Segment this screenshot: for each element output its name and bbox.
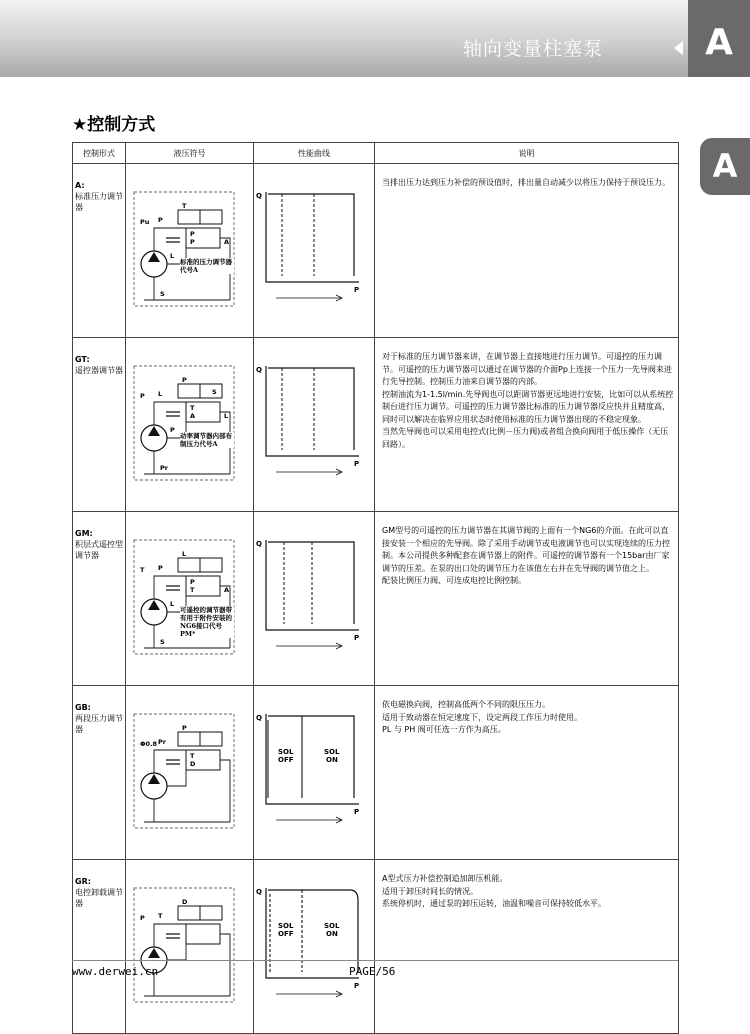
pressure-arrow-icon (276, 991, 342, 997)
table-header-row (73, 143, 679, 164)
valve-block-icon (200, 210, 222, 224)
symbol-port-label: P (158, 564, 163, 572)
y-axis-label: Q (256, 888, 262, 896)
sol-off-label: SOL (278, 748, 294, 756)
pressure-arrow-icon (276, 643, 342, 649)
curve-axes (266, 192, 359, 282)
hydraulic-schematic (126, 860, 254, 1017)
x-axis-label: P (354, 460, 360, 468)
y-axis-label: Q (256, 714, 262, 722)
performance-curve (254, 686, 375, 843)
hydraulic-symbol-cell (126, 164, 254, 338)
description-paragraph: GM型号的可遥控的压力调节器在其调节阀的上面有一个NG6的介面。在此可以直接安装一个相应的先导阀。除了采用手动调节或电液调节也可以实现连续的压力控制。本公司提供多种配套在调节器上的附件。可遥控的调节器有一个15bar由厂家调节的压差。在泵的出口处的调节压力在该值左右并在先导阀的调节值之上。 (382, 526, 670, 573)
hydraulic-symbol-cell (126, 860, 254, 1034)
symbol-port-label: P (140, 392, 145, 400)
description-paragraph: 对于标准的压力调节器来讲，在调节器上直接地进行压力调节。可遥控的压力调节。可遥控的压力调节器可以通过在调节器的介面Pp上连接一个压力一先导阀来进行先导控制。控制压力油来自调节器的内部。 (382, 352, 672, 386)
control-mode-cell (73, 860, 126, 1034)
pump-triangle-icon (148, 774, 160, 784)
symbol-port-label: L (182, 550, 187, 558)
mode-code: GB: (75, 703, 91, 712)
pump-triangle-icon (148, 948, 160, 958)
flow-curve (268, 368, 354, 450)
section-title: ★控制方式 (72, 115, 156, 135)
sol-on-label: SOL (324, 922, 340, 930)
hydraulic-schematic (126, 686, 254, 843)
description-paragraph: A型式压力补偿控制追加卸压机能。 (382, 874, 508, 883)
y-axis-label: Q (256, 192, 262, 200)
performance-curve (254, 164, 375, 321)
valve-block-icon (178, 384, 200, 398)
sol-on-label: ON (326, 930, 338, 938)
control-mode-cell (73, 686, 126, 860)
symbol-port-label: L (158, 390, 163, 398)
header-band (0, 0, 688, 77)
y-axis-label: Q (256, 366, 262, 374)
y-axis-label: Q (256, 540, 262, 548)
piston-icon (166, 412, 180, 416)
column-header-symbol: 液压符号 (126, 143, 254, 164)
description-cell (375, 512, 679, 686)
symbol-port-label: T (140, 566, 145, 574)
symbol-port-label: D (190, 760, 196, 768)
hydraulic-symbol-cell (126, 686, 254, 860)
mode-code: GT: (75, 355, 90, 364)
mode-code: A: (75, 181, 85, 190)
description-paragraph: PL 与 PH 阀可任选一方作为高压。 (382, 725, 506, 734)
symbol-port-label: P (182, 376, 187, 384)
pressure-arrow-icon (276, 469, 342, 475)
performance-curve-cell (254, 164, 375, 338)
footer-divider (72, 960, 678, 961)
control-mode-cell (73, 512, 126, 686)
performance-curve-cell (254, 338, 375, 512)
symbol-port-label: T (158, 912, 163, 920)
mode-code: GM: (75, 529, 93, 538)
description-paragraph: 当排出压力达到压力补偿的预设值时，排出量自动减少以将压力保持于预设压力。 (382, 178, 670, 187)
pressure-arrow-icon (276, 817, 342, 823)
flow-curve (268, 194, 354, 276)
hydraulic-schematic (126, 512, 254, 669)
x-axis-label: P (354, 808, 360, 816)
description-cell (375, 338, 679, 512)
mode-name: 电控卸载调节器 (75, 888, 123, 908)
symbol-port-label: T (190, 752, 195, 760)
section-tab: A (688, 0, 750, 77)
control-mode-cell (73, 338, 126, 512)
description-cell (375, 686, 679, 860)
symbol-port-label: P (170, 426, 175, 434)
header-arrow-icon (674, 41, 683, 55)
performance-curve-cell (254, 686, 375, 860)
piston-icon (166, 238, 180, 242)
valve-block-icon (178, 732, 200, 746)
footer-page-number: PAGE/56 (349, 965, 396, 978)
table-row (73, 338, 679, 512)
pump-triangle-icon (148, 252, 160, 262)
symbol-caption: 可遥控的调节器带有用于附件安装的NG6接口代号PM* (180, 606, 232, 638)
description-paragraph: 依电磁换向阀，控制高低两个不同的限压压力。 (382, 700, 550, 709)
regulator-block-icon (186, 924, 220, 944)
x-axis-label: P (354, 982, 360, 990)
schematic-lines (144, 750, 230, 822)
pressure-arrow-icon (276, 295, 342, 301)
pump-triangle-icon (148, 426, 160, 436)
symbol-caption: 标准的压力调节器代号A (180, 258, 232, 274)
symbol-port-label: A (190, 412, 196, 420)
description-paragraph: 适用于致动器在恒定速度下，设定两段工作压力时使用。 (382, 712, 582, 722)
symbol-port-label: P (182, 724, 187, 732)
symbol-port-label: S (160, 290, 165, 298)
mode-name: 两段压力调节器 (75, 714, 123, 734)
hydraulic-schematic (126, 338, 254, 495)
mode-name: 遥控器调节器 (75, 366, 123, 375)
table-row (73, 164, 679, 338)
performance-curve (254, 512, 375, 669)
sol-on-label: ON (326, 756, 338, 764)
symbol-caption-box (180, 258, 234, 302)
symbol-caption-box (180, 606, 234, 650)
column-header-description: 说明 (375, 143, 679, 164)
valve-block-icon (200, 558, 222, 572)
performance-curve (254, 338, 375, 495)
symbol-port-label: L (170, 252, 175, 260)
column-header-curve: 性能曲线 (254, 143, 375, 164)
symbol-port-label: T (190, 586, 195, 594)
mode-code: GR: (75, 877, 91, 886)
symbol-port-label: Φ0.8 (140, 740, 158, 748)
valve-block-icon (200, 906, 222, 920)
symbol-port-label: A (224, 238, 230, 246)
description-cell (375, 164, 679, 338)
description-paragraph: 当然先导阀也可以采用电控式(比例－压力阀)或者组合换向阀用于低压操作（无压回路）。 (382, 427, 669, 449)
symbol-port-label: A (224, 586, 230, 594)
symbol-port-label: P (158, 216, 163, 224)
x-axis-label: P (354, 634, 360, 642)
valve-block-icon (178, 906, 200, 920)
hydraulic-symbol-cell (126, 338, 254, 512)
symbol-caption-box (180, 432, 234, 476)
symbol-port-label: P (190, 238, 195, 246)
symbol-port-label: Pr (160, 464, 168, 472)
sol-off-label: SOL (278, 922, 294, 930)
symbol-port-label: L (170, 600, 175, 608)
sol-on-label: SOL (324, 748, 340, 756)
piston-icon (166, 586, 180, 590)
mode-name: 标准压力调节器 (75, 192, 123, 212)
hydraulic-symbol-cell (126, 512, 254, 686)
table-row (73, 860, 679, 1034)
table-row (73, 512, 679, 686)
description-paragraph: 控制油流为1-1.5l/min.先导阀也可以距调节器更远地进行安装，比如可以从系统控制台进行压力调节。可遥控的压力调节器比标准的压力调节器反应快并且精度高，同时可以解决在临界应用状态时使用标准的压力调节器出现的不稳定现象。 (382, 389, 674, 424)
valve-block-icon (200, 384, 222, 398)
description-paragraph: 配装比例压力阀、可连成电控比例控制。 (382, 576, 526, 585)
symbol-port-label: T (182, 202, 187, 210)
symbol-port-label: P (140, 914, 145, 922)
symbol-caption: 动率调节器内部布制压力代号A (180, 432, 232, 448)
valve-block-icon (200, 732, 222, 746)
performance-curve-cell (254, 512, 375, 686)
footer-url: www.derwei.cn (72, 965, 159, 978)
symbol-port-label: Pu (140, 218, 150, 226)
performance-curve (254, 860, 375, 1017)
mode-name: 积层式遥控型调节器 (75, 540, 123, 560)
pump-triangle-icon (148, 600, 160, 610)
sol-off-label: OFF (278, 930, 294, 938)
symbol-port-label: T (190, 404, 195, 412)
symbol-port-label: S (212, 388, 217, 396)
hydraulic-schematic (126, 164, 254, 321)
column-header-mode: 控制形式 (73, 143, 126, 164)
symbol-port-label: P (190, 230, 195, 238)
table-row (73, 686, 679, 860)
sol-off-label: OFF (278, 756, 294, 764)
x-axis-label: P (354, 286, 360, 294)
header-title: 轴向变量柱塞泵 (462, 38, 603, 60)
valve-block-icon (178, 210, 200, 224)
performance-curve-cell (254, 860, 375, 1034)
symbol-port-label: S (160, 638, 165, 646)
description-paragraph: 系统停机时，通过泵的卸压运转，油温和噪音可保持较低水平。 (382, 899, 606, 908)
side-section-tab: A (700, 138, 750, 195)
control-mode-table (72, 142, 679, 1034)
symbol-port-label: D (182, 898, 188, 906)
piston-icon (166, 934, 180, 938)
description-cell (375, 860, 679, 1034)
control-mode-cell (73, 164, 126, 338)
piston-icon (166, 760, 180, 764)
flow-curve (268, 542, 354, 624)
symbol-port-label: L (224, 412, 229, 420)
curve-axes (266, 366, 359, 456)
description-paragraph: 适用于卸压时间长的情况。 (382, 886, 478, 896)
symbol-port-label: P (190, 578, 195, 586)
symbol-port-label: Pr (158, 738, 166, 746)
valve-block-icon (178, 558, 200, 572)
